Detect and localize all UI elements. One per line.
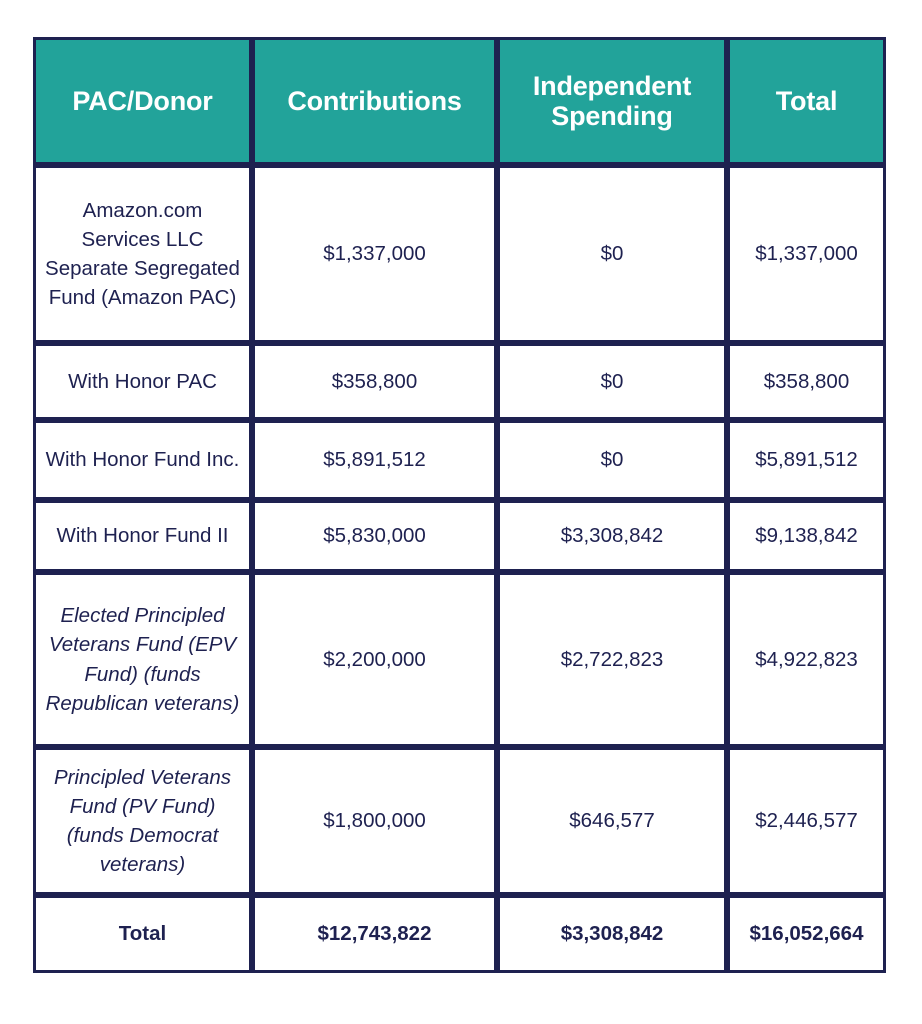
cell-total-total: $16,052,664 [727, 895, 886, 973]
table-row [33, 747, 886, 895]
cell-total-label: Total [33, 895, 252, 973]
cell-contributions: $1,337,000 [252, 165, 497, 343]
cell-contributions: $2,200,000 [252, 572, 497, 747]
table-total-row [33, 895, 886, 973]
table-row [33, 500, 886, 572]
cell-total: $1,337,000 [727, 165, 886, 343]
column-header-total: Total [727, 37, 886, 165]
cell-pac-donor: Elected Principled Veterans Fund (EPV Fund) (funds Republican veterans) [33, 572, 252, 747]
cell-total: $2,446,577 [727, 747, 886, 895]
cell-total: $9,138,842 [727, 500, 886, 572]
pac-contributions-table [33, 37, 886, 973]
cell-independent-spending: $0 [497, 165, 727, 343]
cell-independent-spending: $2,722,823 [497, 572, 727, 747]
cell-independent-spending: $646,577 [497, 747, 727, 895]
cell-pac-donor: Amazon.com Services LLC Separate Segregated Fund (Amazon PAC) [33, 165, 252, 343]
cell-total: $5,891,512 [727, 420, 886, 500]
cell-contributions: $5,830,000 [252, 500, 497, 572]
cell-pac-donor: With Honor Fund II [33, 500, 252, 572]
cell-total: $4,922,823 [727, 572, 886, 747]
table-row [33, 165, 886, 343]
column-header-contributions: Contributions [252, 37, 497, 165]
table-row [33, 420, 886, 500]
column-header-independent-spending: Independent Spending [497, 37, 727, 165]
pac-contributions-table-container [33, 37, 886, 973]
cell-contributions: $5,891,512 [252, 420, 497, 500]
table-header-row [33, 37, 886, 165]
table-body [33, 165, 886, 973]
cell-pac-donor: Principled Veterans Fund (PV Fund) (funds Democrat veterans) [33, 747, 252, 895]
cell-total-contributions: $12,743,822 [252, 895, 497, 973]
table-row [33, 572, 886, 747]
cell-contributions: $1,800,000 [252, 747, 497, 895]
cell-independent-spending: $0 [497, 420, 727, 500]
cell-pac-donor: With Honor PAC [33, 343, 252, 420]
column-header-pac-donor: PAC/Donor [33, 37, 252, 165]
table-row [33, 343, 886, 420]
cell-independent-spending: $0 [497, 343, 727, 420]
cell-total-independent-spending: $3,308,842 [497, 895, 727, 973]
cell-contributions: $358,800 [252, 343, 497, 420]
cell-pac-donor: With Honor Fund Inc. [33, 420, 252, 500]
table-header [33, 37, 886, 165]
cell-total: $358,800 [727, 343, 886, 420]
cell-independent-spending: $3,308,842 [497, 500, 727, 572]
